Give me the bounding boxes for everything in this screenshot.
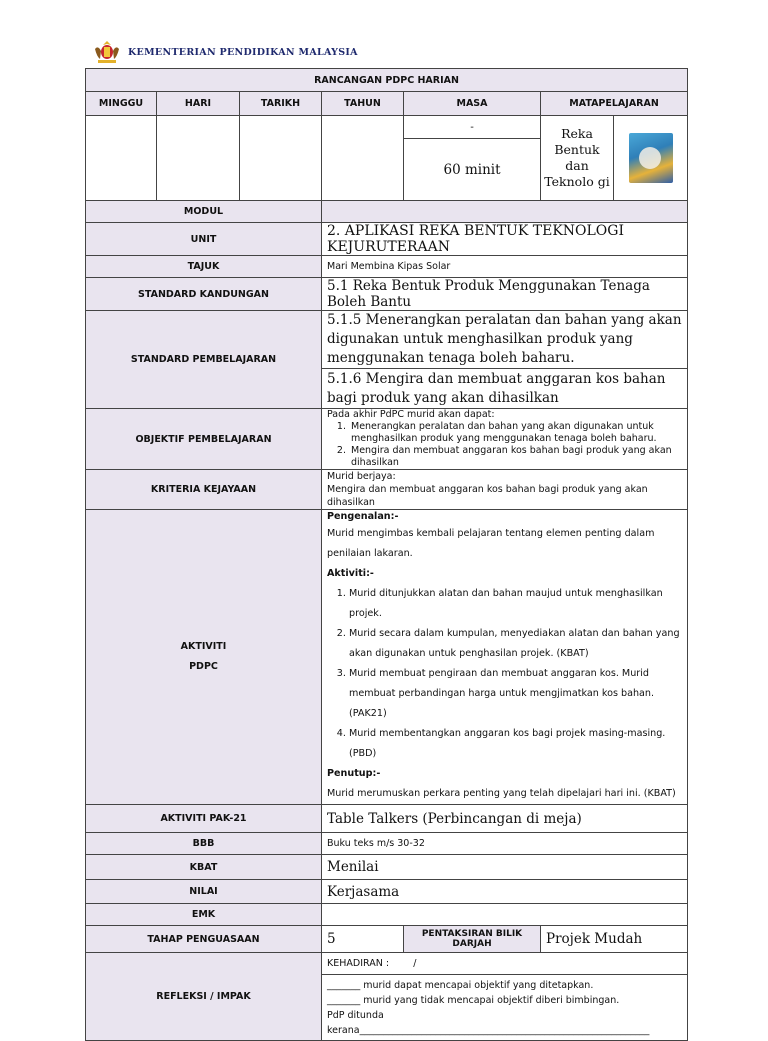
value-unit: 2. APLIKASI REKA BENTUK TEKNOLOGI KEJURUTERAAN: [322, 223, 688, 256]
kriteria-line-1: Murid berjaya:: [327, 471, 396, 482]
label-tajuk: TAJUK: [86, 256, 322, 278]
label-bbb: BBB: [86, 833, 322, 855]
label-objektif: OBJEKTIF PEMBELAJARAN: [86, 409, 322, 470]
aktiviti-item: 3. Murid membuat pengiraan dan membuat anggaran kos. Murid membuat perbandingan harga untuk mengjimatkan kos bahan. (PAK21): [349, 664, 682, 724]
value-masa: 60 minit: [404, 139, 541, 201]
objektif-intro: Pada akhir PdPC murid akan dapat:: [327, 409, 495, 420]
col-tahun: TAHUN: [322, 92, 404, 116]
col-masa: MASA: [404, 92, 541, 116]
value-kbat: Menilai: [322, 855, 688, 880]
objektif-list: [327, 421, 682, 469]
refleksi-line-3: PdP ditunda kerana_____________________________________________________________: [327, 1009, 650, 1036]
value-emk: [322, 904, 688, 926]
page-header: [92, 38, 358, 66]
label-tahap: TAHAP PENGUASAAN: [86, 926, 322, 953]
label-modul: MODUL: [86, 201, 322, 223]
value-bbb: Buku teks m/s 30-32: [322, 833, 688, 855]
value-masa-top: -: [404, 116, 541, 139]
plan-title: RANCANGAN PDPC HARIAN: [86, 69, 688, 92]
label-emk: EMK: [86, 904, 322, 926]
value-tarikh: [240, 116, 322, 201]
kehadiran: KEHADIRAN : /: [322, 953, 688, 975]
aktiviti-item: 2. Murid secara dalam kumpulan, menyediakan alatan dan bahan yang akan digunakan untuk penghasilan projek. (KBAT): [349, 624, 682, 664]
pengenalan-heading: Pengenalan:-: [327, 511, 399, 522]
label-kriteria: KRITERIA KEJAYAAN: [86, 470, 322, 510]
aktiviti-heading: Aktiviti:-: [327, 568, 374, 579]
label-kbat: KBAT: [86, 855, 322, 880]
value-nilai: Kerjasama: [322, 880, 688, 904]
label-pak21: AKTIVITI PAK-21: [86, 805, 322, 833]
label-standard-kandungan: STANDARD KANDUNGAN: [86, 278, 322, 311]
refleksi-line-1: _______ murid dapat mencapai objektif yang ditetapkan.: [327, 979, 594, 991]
aktiviti-content: [322, 510, 688, 805]
malaysia-crest-icon: [92, 39, 122, 65]
value-pbd: Projek Mudah: [541, 926, 688, 953]
col-matapelajaran: MATAPELAJARAN: [541, 92, 688, 116]
refleksi-line-2: _______ murid yang tidak mencapai objektif diberi bimbingan.: [327, 994, 620, 1006]
value-modul: [322, 201, 688, 223]
aktiviti-list: [327, 584, 682, 764]
objektif-content: [322, 409, 688, 470]
value-sp-item-1: 5.1.5 Menerangkan peralatan dan bahan yang akan digunakan untuk menghasilkan produk yang menggunakan tenaga boleh baharu.: [322, 311, 688, 369]
label-aktiviti-2: PDPC: [189, 661, 218, 672]
kriteria-line-2: Mengira dan membuat anggaran kos bahan bagi produk yang akan dihasilkan: [327, 484, 648, 508]
col-minggu: MINGGU: [86, 92, 157, 116]
value-subject: Reka Bentuk dan Teknolo gi: [541, 116, 614, 201]
textbook-cover-image: [629, 133, 673, 183]
pengenalan-text: Murid mengimbas kembali pelajaran tentang elemen penting dalam penilaian lakaran.: [327, 528, 655, 559]
penutup-text: Murid merumuskan perkara penting yang telah dipelajari hari ini. (KBAT): [327, 788, 676, 799]
label-pbd: PENTAKSIRAN BILIK DARJAH: [404, 926, 541, 953]
label-aktiviti-1: AKTIVITI: [180, 641, 227, 652]
kriteria-content: [322, 470, 688, 510]
value-pak21: Table Talkers (Perbincangan di meja): [322, 805, 688, 833]
objektif-item: 2. Mengira dan membuat anggaran kos bahan bagi produk yang akan dihasilkan: [349, 445, 682, 469]
value-hari: [157, 116, 240, 201]
value-minggu: [86, 116, 157, 201]
label-aktiviti: [86, 510, 322, 805]
label-nilai: NILAI: [86, 880, 322, 904]
label-standard-pembelajaran: STANDARD PEMBELAJARAN: [86, 311, 322, 409]
aktiviti-item: 4. Murid membentangkan anggaran kos bagi projek masing-masing. (PBD): [349, 724, 682, 764]
col-tarikh: TARIKH: [240, 92, 322, 116]
aktiviti-item: 1. Murid ditunjukkan alatan dan bahan maujud untuk menghasilkan projek.: [349, 584, 682, 624]
value-tajuk: Mari Membina Kipas Solar: [322, 256, 688, 278]
label-refleksi: REFLEKSI / IMPAK: [86, 953, 322, 1041]
objektif-item: 1. Menerangkan peralatan dan bahan yang akan digunakan untuk menghasilkan produk yang menggunakan tenaga boleh baharu.: [349, 421, 682, 445]
refleksi-content: [322, 975, 688, 1041]
col-hari: HARI: [157, 92, 240, 116]
textbook-cover: [614, 116, 688, 201]
ministry-name: KEMENTERIAN PENDIDIKAN MALAYSIA: [128, 46, 358, 58]
value-standard-kandungan: 5.1 Reka Bentuk Produk Menggunakan Tenaga Boleh Bantu: [322, 278, 688, 311]
lesson-plan-table: [85, 68, 688, 1041]
value-tahap: 5: [322, 926, 404, 953]
value-tahun: [322, 116, 404, 201]
label-unit: UNIT: [86, 223, 322, 256]
value-sp-item-2: 5.1.6 Mengira dan membuat anggaran kos bahan bagi produk yang akan dihasilkan: [322, 369, 688, 409]
penutup-heading: Penutup:-: [327, 768, 381, 779]
